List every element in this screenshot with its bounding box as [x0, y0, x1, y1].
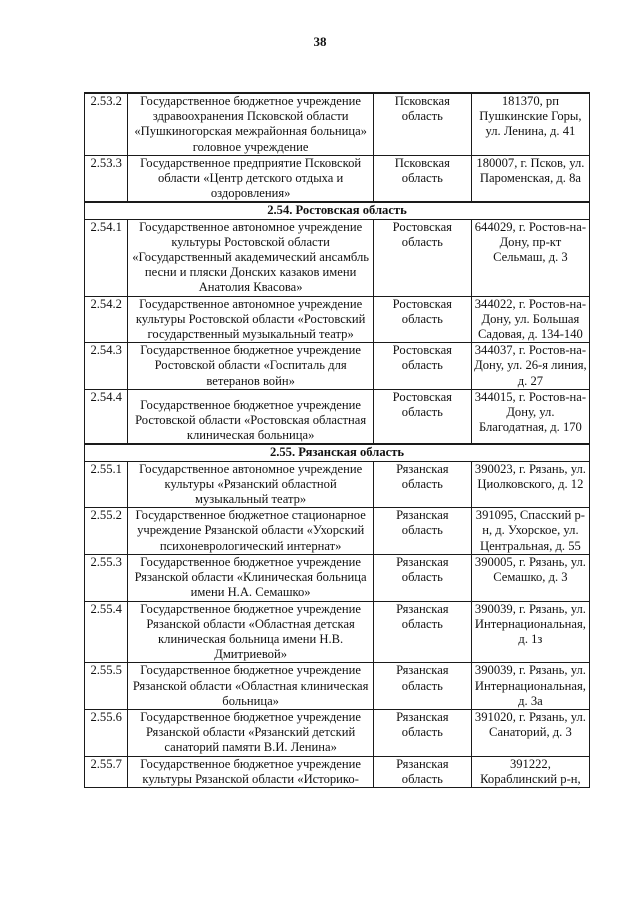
institution-address: 644029, г. Ростов-на-Дону, пр-кт Сельмаш, д. 3 — [471, 219, 589, 296]
table-row — [85, 508, 590, 555]
row-number: 2.55.2 — [85, 508, 128, 555]
table-row — [85, 709, 590, 756]
row-number: 2.53.3 — [85, 155, 128, 202]
institution-address: 391095, Спасский р-н, д. Ухорское, ул. Центральная, д. 55 — [471, 508, 589, 555]
institution-address: 344022, г. Ростов-на-Дону, ул. Большая Садовая, д. 134-140 — [471, 296, 589, 343]
region-name: Псковская область — [373, 155, 471, 202]
section-title: 2.54. Ростовская область — [85, 202, 590, 219]
institution-name: Государственное предприятие Псковской области «Центр детского отдыха и оздоровления» — [128, 155, 373, 202]
row-number: 2.55.6 — [85, 709, 128, 756]
region-name: Рязанская область — [373, 756, 471, 787]
institution-address: 344037, г. Ростов-на-Дону, ул. 26-я линия, д. 27 — [471, 343, 589, 390]
institution-address: 181370, рп Пушкинские Горы, ул. Ленина, д. 41 — [471, 93, 589, 155]
institution-name: Государственное бюджетное стационарное учреждение Рязанской области «Ухорский психоневрологический интернат» — [128, 508, 373, 555]
section-header-row — [85, 444, 590, 461]
region-name: Рязанская область — [373, 554, 471, 601]
institution-address: 344015, г. Ростов-на-Дону, ул. Благодатная, д. 170 — [471, 389, 589, 444]
institution-name: Государственное бюджетное учреждение Рязанской области «Областная клиническая больница» — [128, 663, 373, 710]
region-name: Псковская область — [373, 93, 471, 155]
table-row — [85, 155, 590, 202]
table-row — [85, 663, 590, 710]
region-name: Рязанская область — [373, 709, 471, 756]
institution-name: Государственное автономное учреждение культуры «Рязанский областной музыкальный театр» — [128, 461, 373, 508]
table-row — [85, 389, 590, 444]
table-row — [85, 93, 590, 155]
table-row — [85, 219, 590, 296]
region-name: Рязанская область — [373, 461, 471, 508]
institution-name: Государственное автономное учреждение культуры Ростовской области «Ростовский государственный музыкальный театр» — [128, 296, 373, 343]
row-number: 2.55.4 — [85, 601, 128, 663]
section-header-row — [85, 202, 590, 219]
institution-address: 390023, г. Рязань, ул. Циолковского, д. 12 — [471, 461, 589, 508]
section-title: 2.55. Рязанская область — [85, 444, 590, 461]
table-row — [85, 756, 590, 787]
table-row — [85, 554, 590, 601]
row-number: 2.55.7 — [85, 756, 128, 787]
institution-name: Государственное бюджетное учреждение Рязанской области «Клиническая больница имени Н.А. Семашко» — [128, 554, 373, 601]
institution-address: 391020, г. Рязань, ул. Санаторий, д. 3 — [471, 709, 589, 756]
region-name: Ростовская область — [373, 219, 471, 296]
institution-address: 391222, Кораблинский р-н, — [471, 756, 589, 787]
row-number: 2.55.1 — [85, 461, 128, 508]
institution-name: Государственное бюджетное учреждение здравоохранения Псковской области «Пушкиногорская межрайонная больница» головное учреждение — [128, 93, 373, 155]
institution-name: Государственное автономное учреждение культуры Ростовской области «Государственный академический ансамбль песни и пляски Донских казаков имени Анатолия Квасова» — [128, 219, 373, 296]
region-name: Рязанская область — [373, 508, 471, 555]
page-number: 38 — [313, 34, 327, 49]
region-name: Ростовская область — [373, 296, 471, 343]
institutions-table — [84, 92, 590, 788]
row-number: 2.54.2 — [85, 296, 128, 343]
row-number: 2.54.4 — [85, 389, 128, 444]
table-row — [85, 461, 590, 508]
table-row — [85, 343, 590, 390]
region-name: Рязанская область — [373, 663, 471, 710]
region-name: Рязанская область — [373, 601, 471, 663]
region-name: Ростовская область — [373, 343, 471, 390]
row-number: 2.53.2 — [85, 93, 128, 155]
table-row — [85, 601, 590, 663]
institution-name: Государственное бюджетное учреждение Ростовской области «Госпиталь для ветеранов войн» — [128, 343, 373, 390]
institution-address: 390005, г. Рязань, ул. Семашко, д. 3 — [471, 554, 589, 601]
row-number: 2.55.3 — [85, 554, 128, 601]
row-number: 2.55.5 — [85, 663, 128, 710]
institution-address: 390039, г. Рязань, ул. Интернациональная, д. 3а — [471, 663, 589, 710]
institution-name: Государственное бюджетное учреждение Рязанской области «Областная детская клиническая больница имени Н.В. Дмитриевой» — [128, 601, 373, 663]
institution-name: Государственное бюджетное учреждение Ростовской области «Ростовская областная клиническая больница» — [128, 389, 373, 444]
institution-address: 390039, г. Рязань, ул. Интернациональная, д. 1з — [471, 601, 589, 663]
row-number: 2.54.3 — [85, 343, 128, 390]
table-row — [85, 296, 590, 343]
institution-name: Государственное бюджетное учреждение культуры Рязанской области «Историко- — [128, 756, 373, 787]
institution-address: 180007, г. Псков, ул. Пароменская, д. 8а — [471, 155, 589, 202]
row-number: 2.54.1 — [85, 219, 128, 296]
region-name: Ростовская область — [373, 389, 471, 444]
institution-name: Государственное бюджетное учреждение Рязанской области «Рязанский детский санаторий памяти В.И. Ленина» — [128, 709, 373, 756]
